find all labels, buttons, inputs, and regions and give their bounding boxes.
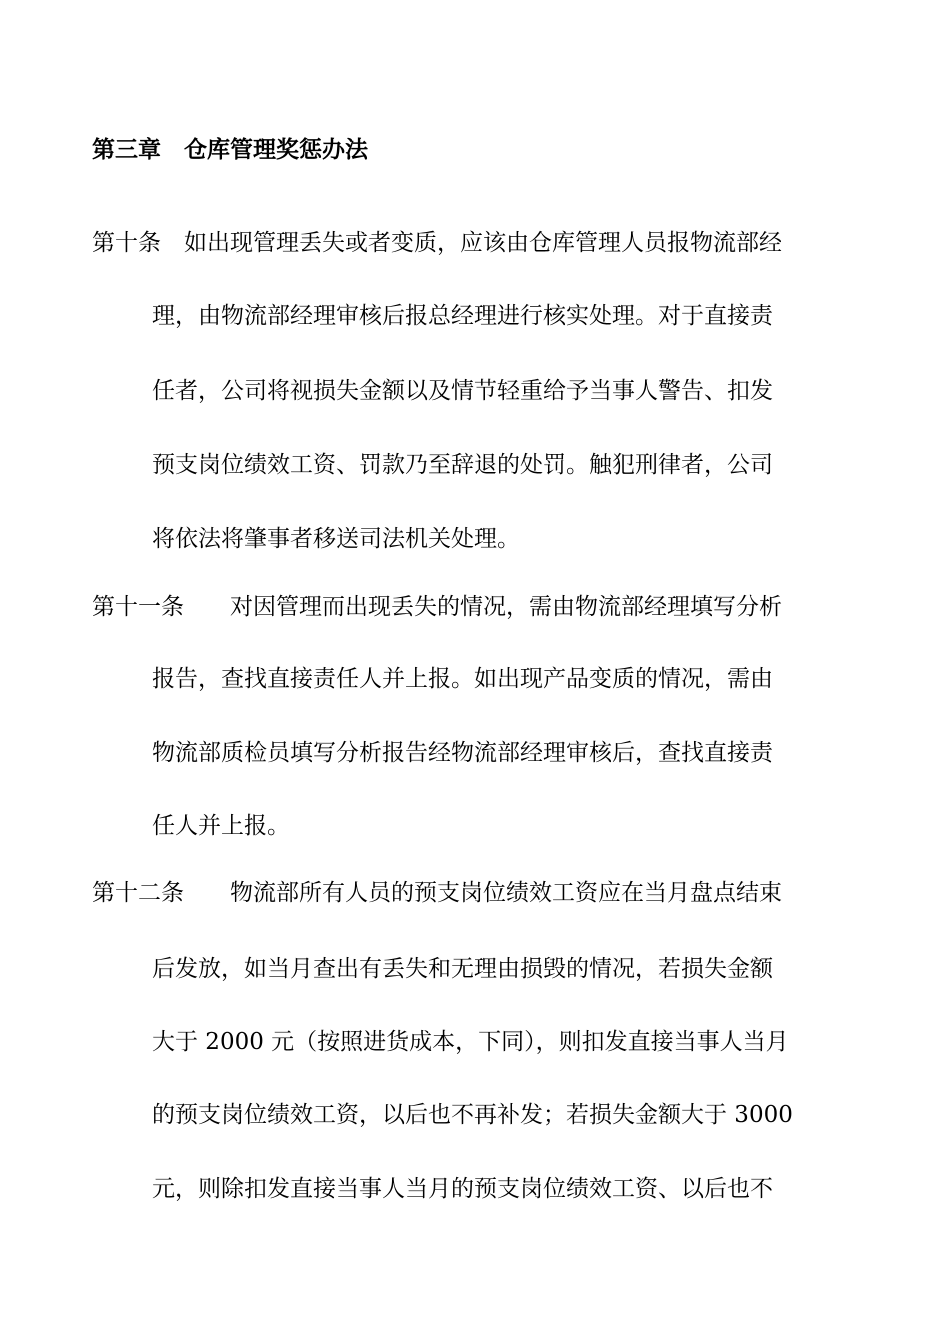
article-10-line-1: 第十条 如出现管理丢失或者变质，应该由仓库管理人员报物流部经 bbox=[92, 230, 782, 256]
article-10-line-4: 预支岗位绩效工资、罚款乃至辞退的处罚。触犯刑律者，公司 bbox=[152, 452, 773, 478]
article-12-line-3: 大于 2000 元（按照进货成本，下同），则扣发直接当事人当月 bbox=[152, 1029, 789, 1055]
article-11-line-4: 任人并上报。 bbox=[152, 813, 290, 839]
article-11-line-1: 第十一条 对因管理而出现丢失的情况，需由物流部经理填写分析 bbox=[92, 594, 782, 620]
article-10-line-5: 将依法将肇事者移送司法机关处理。 bbox=[152, 526, 520, 552]
article-10-line-2: 理，由物流部经理审核后报总经理进行核实处理。对于直接责 bbox=[152, 303, 773, 329]
chapter-title: 第三章 仓库管理奖惩办法 bbox=[92, 137, 368, 163]
article-10-line-3: 任者，公司将视损失金额以及情节轻重给予当事人警告、扣发 bbox=[152, 378, 773, 404]
article-11-line-3: 物流部质检员填写分析报告经物流部经理审核后，查找直接责 bbox=[152, 740, 773, 766]
article-12-line-4: 的预支岗位绩效工资，以后也不再补发；若损失金额大于 3000 bbox=[152, 1102, 793, 1128]
article-12-line-5: 元，则除扣发直接当事人当月的预支岗位绩效工资、以后也不 bbox=[152, 1176, 773, 1202]
article-12-line-2: 后发放，如当月查出有丢失和无理由损毁的情况，若损失金额 bbox=[152, 956, 773, 982]
article-12-line-1: 第十二条 物流部所有人员的预支岗位绩效工资应在当月盘点结束 bbox=[92, 880, 782, 906]
article-11-line-2: 报告，查找直接责任人并上报。如出现产品变质的情况，需由 bbox=[152, 666, 773, 692]
